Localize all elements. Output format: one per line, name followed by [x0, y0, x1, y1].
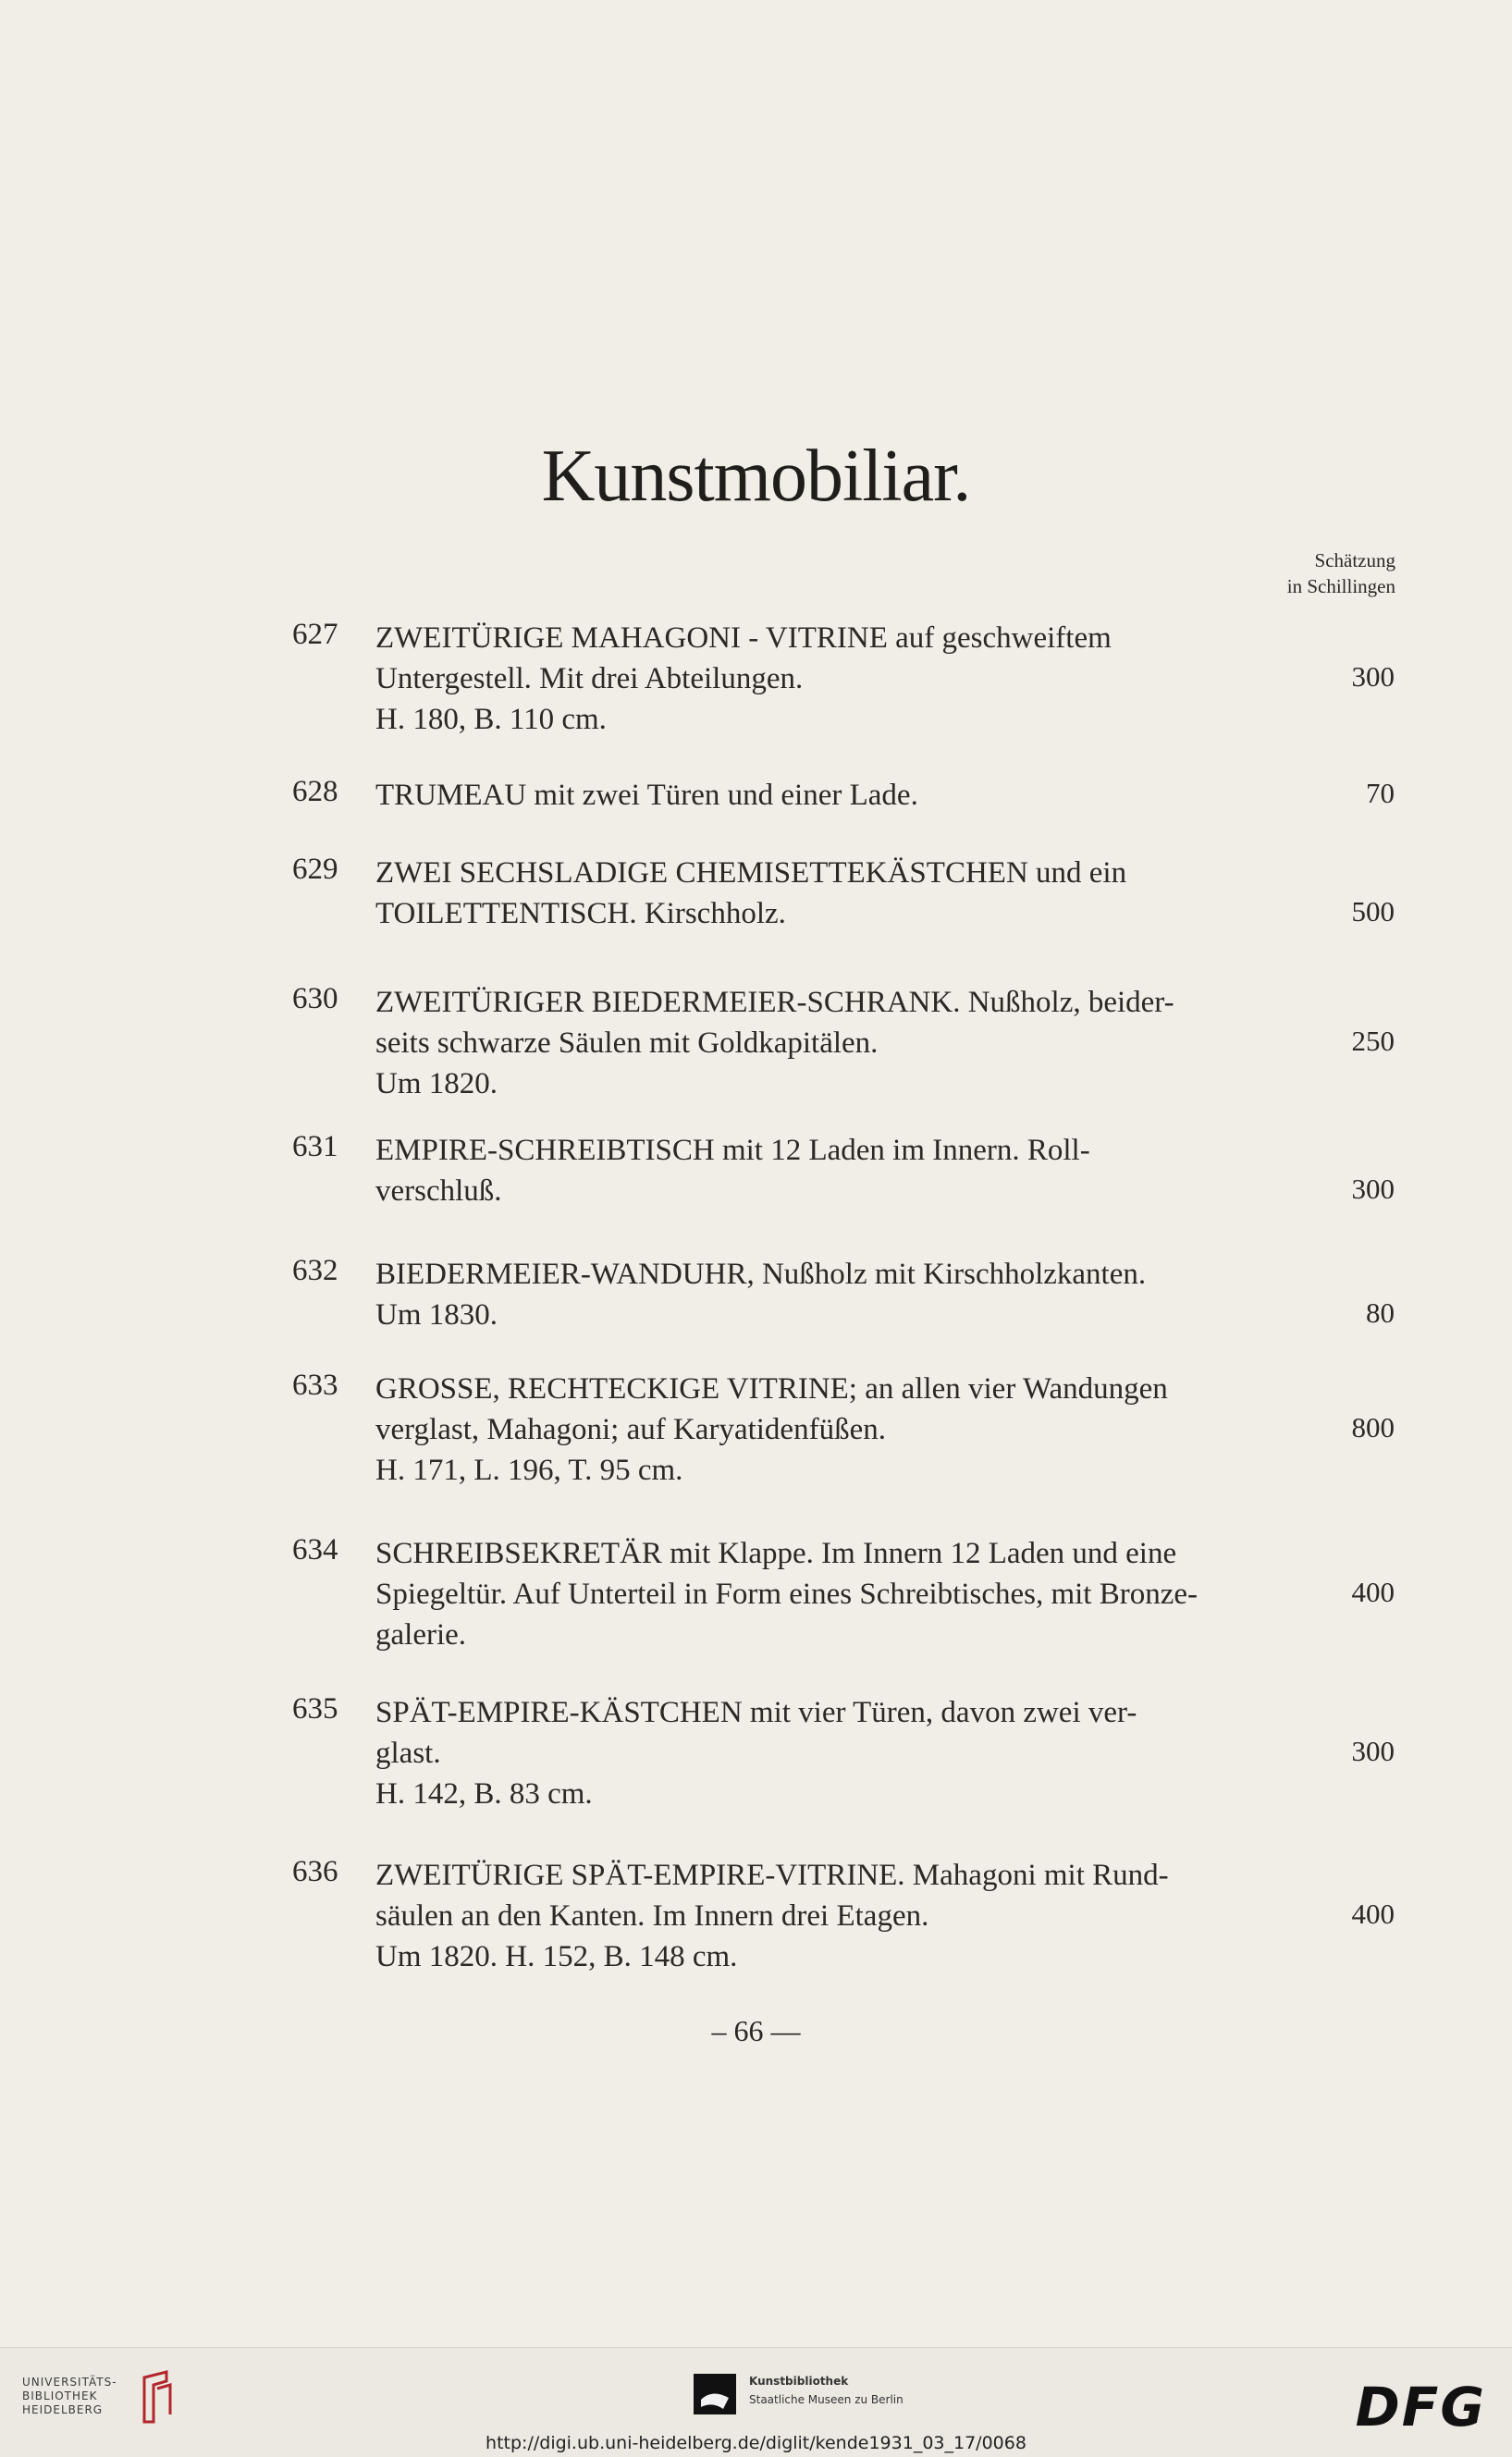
lot-number: 633	[292, 1369, 338, 1402]
lot-description	[375, 982, 1300, 1104]
lot-price: 300	[1351, 1735, 1395, 1767]
lot-price: 70	[1366, 777, 1395, 809]
footer-bar	[0, 2347, 1512, 2457]
lot-entry	[292, 1692, 1395, 1812]
lot-description-line: ZWEITÜRIGE MAHAGONI - VITRINE auf geschweiftem	[375, 621, 1112, 655]
lot-description	[375, 1369, 1300, 1491]
lot-number: 629	[292, 853, 338, 886]
lot-description-line: H. 142, B. 83 cm.	[375, 1777, 593, 1811]
lot-description-line: H. 171, L. 196, T. 95 cm.	[375, 1454, 683, 1487]
dfg-logo[interactable]: DFG	[1355, 2376, 1486, 2439]
lot-description	[375, 1130, 1300, 1211]
lot-description-line: Untergestell. Mit drei Abteilungen.	[375, 662, 804, 695]
lot-description-line: TOILETTENTISCH. Kirschholz.	[375, 897, 786, 930]
lot-entry	[292, 1130, 1395, 1250]
lot-price: 800	[1351, 1411, 1395, 1443]
lot-number: 627	[292, 618, 338, 651]
lot-description-line: glast.	[375, 1737, 441, 1770]
lot-description	[375, 618, 1300, 740]
estimate-header-line-1: Schätzung	[1314, 549, 1395, 571]
lot-description-line: ZWEITÜRIGER BIEDERMEIER-SCHRANK. Nußholz, beider-	[375, 986, 1174, 1019]
lot-entry	[292, 1254, 1395, 1374]
lot-description	[375, 1254, 1300, 1335]
estimate-header	[1287, 547, 1395, 599]
lot-price: 500	[1351, 895, 1395, 928]
lot-entry	[292, 1533, 1395, 1653]
lot-description-line: Um 1820. H. 152, B. 148 cm.	[375, 1940, 738, 1973]
lot-description-line: EMPIRE-SCHREIBTISCH mit 12 Laden im Innern. Roll-	[375, 1134, 1090, 1167]
university-line-2: BIBLIOTHEK	[22, 2389, 98, 2402]
lot-entry	[292, 618, 1395, 738]
lot-description-line: verglast, Mahagoni; auf Karyatidenfüßen.	[375, 1413, 886, 1446]
lot-description	[375, 853, 1300, 934]
estimate-header-line-2: in Schillingen	[1286, 575, 1395, 597]
kunstbibliothek-title: Kunstbibliothek	[749, 2375, 849, 2388]
lot-description-line: SPÄT-EMPIRE-KÄSTCHEN mit vier Türen, davon zwei ver-	[375, 1696, 1137, 1729]
lot-number: 628	[292, 775, 338, 808]
lot-entry	[292, 1855, 1395, 1975]
lot-number: 634	[292, 1533, 338, 1566]
lot-entry	[292, 982, 1395, 1102]
lot-price: 250	[1351, 1025, 1395, 1057]
lot-description-line: ZWEITÜRIGE SPÄT-EMPIRE-VITRINE. Mahagoni mit Rund-	[375, 1859, 1169, 1892]
lot-description-line: galerie.	[375, 1618, 467, 1652]
lot-number: 630	[292, 982, 338, 1015]
lot-description-line: seits schwarze Säulen mit Goldkapitälen.	[375, 1026, 879, 1060]
lot-description	[375, 775, 1300, 816]
lot-price: 400	[1351, 1576, 1395, 1608]
lot-price: 300	[1351, 660, 1395, 693]
lot-number: 631	[292, 1130, 338, 1163]
lot-description-line: Spiegeltür. Auf Unterteil in Form eines Schreibtisches, mit Bronze-	[375, 1578, 1199, 1611]
lot-entry	[292, 1369, 1395, 1489]
lot-price: 400	[1351, 1898, 1395, 1930]
kunstbibliothek-emblem-icon	[692, 2372, 738, 2416]
lot-description-line: verschluß.	[375, 1174, 502, 1208]
source-url-link[interactable]: http://digi.ub.uni-heidelberg.de/diglit/kende1931_03_17/0068	[486, 2433, 1026, 2453]
university-library-logo[interactable]	[22, 2376, 117, 2417]
page-number: – 66 —	[711, 2014, 801, 2047]
university-line-3: HEIDELBERG	[22, 2403, 104, 2416]
lot-description	[375, 1533, 1300, 1655]
lot-number: 632	[292, 1254, 338, 1287]
lot-description-line: Um 1830.	[375, 1298, 498, 1332]
lot-description-line: SCHREIBSEKRETÄR mit Klappe. Im Innern 12 Laden und eine	[375, 1537, 1177, 1570]
lot-description-line: TRUMEAU mit zwei Türen und einer Lade.	[375, 779, 918, 812]
university-emblem-icon	[139, 2368, 176, 2426]
lot-description-line: GROSSE, RECHTECKIGE VITRINE; an allen vier Wandungen	[375, 1372, 1168, 1406]
page-title: Kunstmobiliar.	[541, 436, 971, 517]
lot-number: 636	[292, 1855, 338, 1888]
lot-price: 80	[1366, 1296, 1395, 1329]
lot-description	[375, 1855, 1300, 1977]
lot-description-line: Um 1820.	[375, 1067, 498, 1100]
kunstbibliothek-subtitle: Staatliche Museen zu Berlin	[749, 2393, 904, 2406]
lot-price: 300	[1351, 1173, 1395, 1205]
university-line-1: UNIVERSITÄTS-	[22, 2376, 117, 2389]
lot-description-line: H. 180, B. 110 cm.	[375, 703, 607, 736]
lot-description-line: BIEDERMEIER-WANDUHR, Nußholz mit Kirschholzkanten.	[375, 1258, 1147, 1291]
lot-description-line: ZWEI SECHSLADIGE CHEMISETTEKÄSTCHEN und ein	[375, 856, 1127, 890]
lot-description-line: säulen an den Kanten. Im Innern drei Etagen.	[375, 1899, 929, 1933]
lot-number: 635	[292, 1692, 338, 1726]
lot-entry	[292, 853, 1395, 973]
lot-description	[375, 1692, 1300, 1814]
